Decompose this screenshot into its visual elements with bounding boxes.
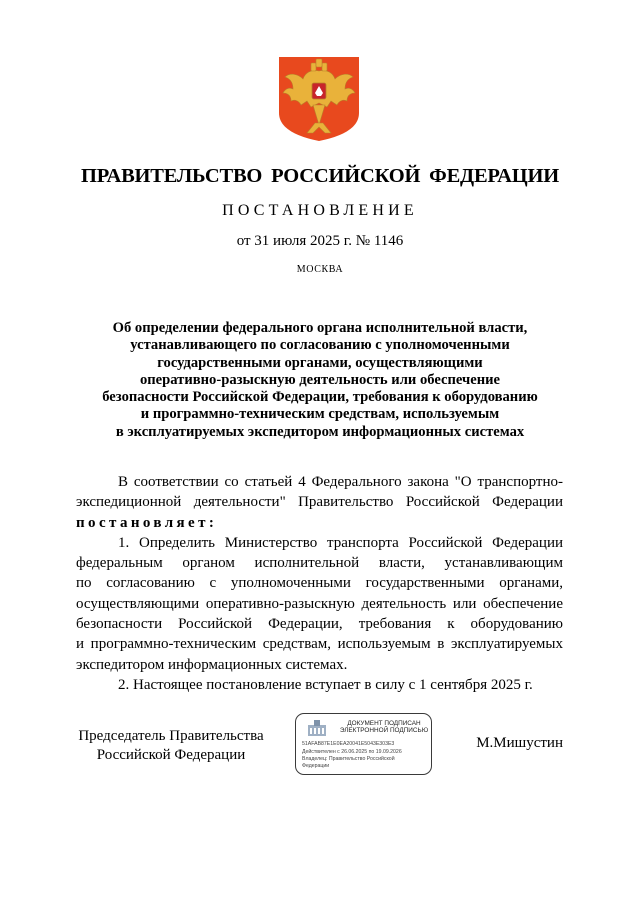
title-line: и программно-техническим средствам, используемым bbox=[140, 406, 500, 423]
document-city: МОСКВА bbox=[296, 264, 344, 275]
stamp-heading-line: ДОКУМЕНТ ПОДПИСАН bbox=[347, 720, 421, 727]
stamp-owner: Владелец: Правительство Российской bbox=[302, 756, 395, 762]
body-line: по согласованию с уполномоченными государственными органами, bbox=[76, 575, 563, 592]
body-line: и программно-техническим средствам, используемым в эксплуатируемых bbox=[76, 636, 563, 653]
title-line: безопасности Российской Федерации, требования к оборудованию bbox=[102, 389, 538, 406]
body-line: 2. Настоящее постановление вступает в силу с 1 сентября 2025 г. bbox=[118, 676, 533, 693]
stamp-heading bbox=[336, 720, 432, 734]
signatory-position-line: Председатель Правительства bbox=[78, 728, 264, 744]
stamp-validity: Действителен с 26.06.2025 по 19.09.2026 bbox=[302, 749, 402, 755]
document-date-number: от 31 июля 2025 г. № 1146 bbox=[236, 233, 404, 249]
signatory-name: М.Мишустин bbox=[476, 735, 563, 751]
stamp-owner: Федерации bbox=[302, 763, 330, 769]
body-line: федеральным органом исполнительной власти, устанавливающим bbox=[76, 555, 563, 572]
government-heading: ПРАВИТЕЛЬСТВО РОССИЙСКОЙ ФЕДЕРАЦИИ bbox=[81, 165, 559, 187]
electronic-signature-stamp bbox=[295, 713, 432, 775]
body-line: 1. Определить Министерство транспорта Российской Федерации bbox=[118, 534, 563, 551]
body-line: экспедиционной деятельности" Правительство Российской Федерации bbox=[76, 494, 563, 511]
body-line: экспедитором информационных системах. bbox=[76, 656, 348, 673]
body-line: осуществляющими оперативно-разыскную деятельность или обеспечение bbox=[76, 595, 563, 612]
signatory-position bbox=[76, 727, 266, 765]
document-type: ПОСТАНОВЛЕНИЕ bbox=[222, 202, 418, 219]
title-line: устанавливающего по согласованию с уполномоченными bbox=[130, 337, 510, 354]
government-building-icon bbox=[307, 719, 327, 737]
document-title bbox=[60, 320, 580, 441]
body-line: безопасности Российской Федерации, требования к оборудованию bbox=[76, 616, 563, 633]
resolves-word: постановляет: bbox=[76, 514, 218, 531]
title-line: государственными органами, осуществляющими bbox=[157, 354, 483, 371]
document-body bbox=[76, 472, 563, 695]
title-line: Об определении федерального органа исполнительной власти, bbox=[112, 320, 528, 336]
coat-of-arms-emblem bbox=[277, 55, 361, 143]
body-line: В соответствии со статьей 4 Федерального закона "О транспортно- bbox=[118, 474, 563, 490]
stamp-certificate: 51AFAB87E1E0EA20041E5043E303E3 bbox=[302, 741, 395, 747]
stamp-heading-line: ЭЛЕКТРОННОЙ ПОДПИСЬЮ bbox=[339, 727, 429, 735]
signatory-position-line: Российской Федерации bbox=[96, 747, 246, 763]
title-line: оперативно-разыскную деятельность или обеспечение bbox=[139, 371, 501, 388]
title-line: в эксплуатируемых экспедитором информационных системах bbox=[115, 423, 525, 440]
